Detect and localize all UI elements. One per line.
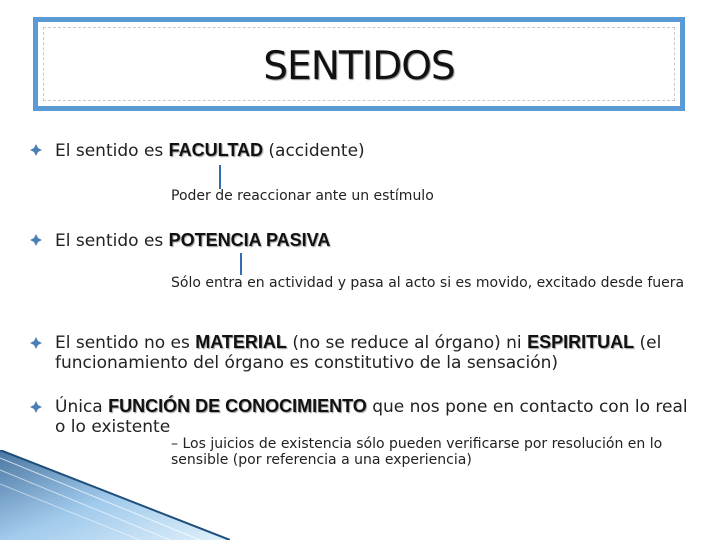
item-2-pre: El sentido es	[55, 231, 164, 251]
diamond-bullet-icon	[30, 337, 42, 349]
item-2-keyword: POTENCIA PASIVA	[168, 230, 331, 250]
item-3-mid: (no se reduce al órgano) ni	[292, 333, 522, 353]
corner-decoration	[0, 450, 230, 540]
item-3-keyword: MATERIAL	[195, 332, 287, 352]
item-2-note: Sólo entra en actividad y pasa al acto si es movido, excitado desde fuera	[171, 275, 685, 291]
item-1-note: Poder de reaccionar ante un estímulo	[171, 188, 434, 204]
arrow-connector	[219, 165, 221, 189]
item-1	[55, 140, 365, 161]
item-3-post: (el funcionamiento del órgano es constitutivo de la sensación)	[55, 333, 662, 373]
item-1-pre: El sentido es	[55, 141, 164, 161]
item-3	[55, 332, 695, 373]
diamond-bullet-icon	[30, 144, 42, 156]
diamond-bullet-icon	[30, 401, 42, 413]
item-4-post: que nos pone en contacto con lo real o lo existente	[55, 397, 688, 437]
item-4-keyword: FUNCIÓN DE CONOCIMIENTO	[108, 396, 367, 416]
arrow-connector	[240, 253, 242, 275]
item-1-post: (accidente)	[268, 141, 365, 161]
item-4	[55, 396, 695, 437]
item-2	[55, 230, 330, 251]
item-4-note: – Los juicios de existencia sólo pueden verificarse por resolución en lo sensible (por referencia a una experiencia)	[171, 436, 663, 468]
item-1-keyword: FACULTAD	[168, 140, 263, 160]
item-4-pre: Única	[55, 397, 103, 417]
item-3-keyword-2: ESPIRITUAL	[527, 332, 635, 352]
diamond-bullet-icon	[30, 234, 42, 246]
title-frame	[33, 17, 685, 111]
slide-title: SENTIDOS	[263, 44, 455, 89]
item-3-pre: El sentido no es	[55, 333, 190, 353]
